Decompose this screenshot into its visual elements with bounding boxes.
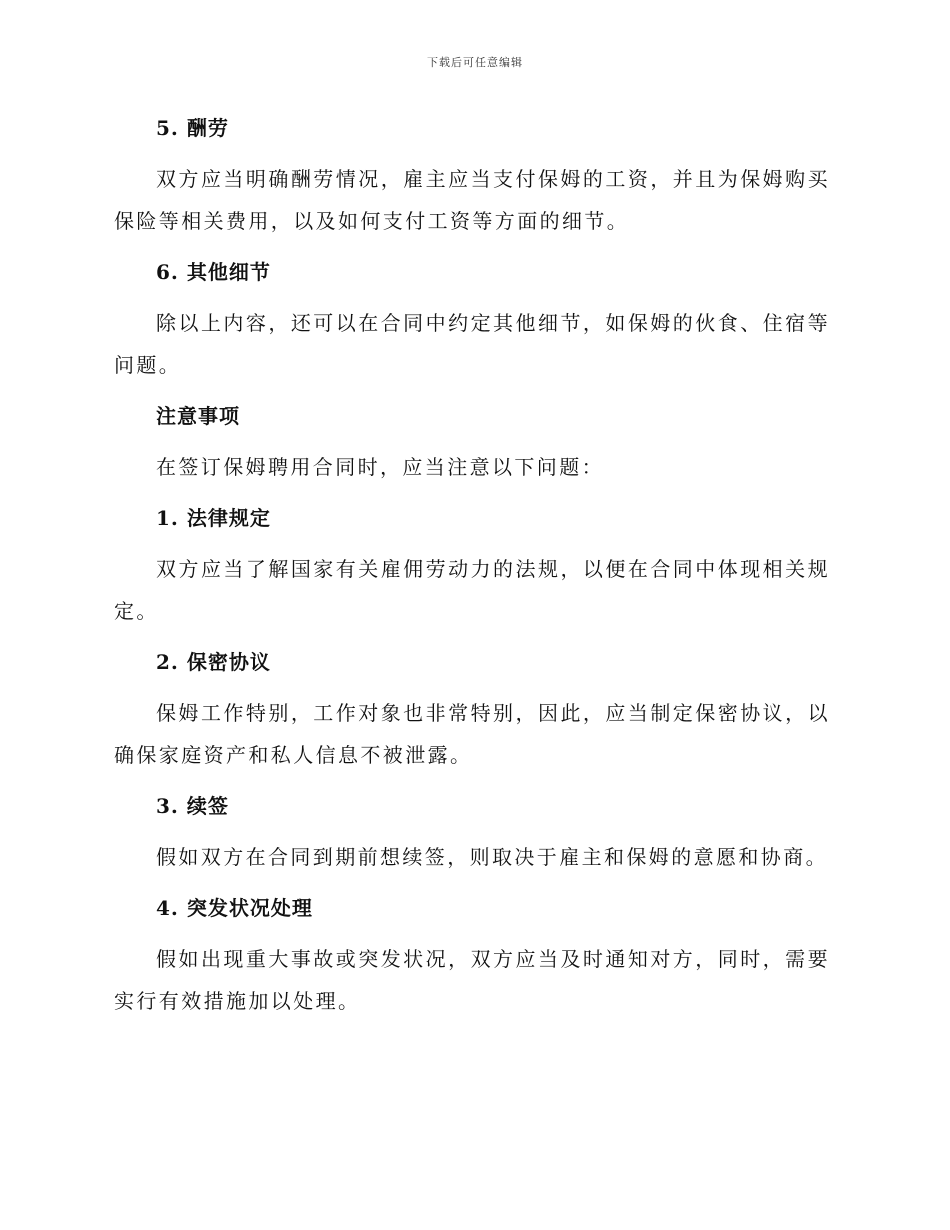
- section-heading-notes: 注意事项: [156, 404, 240, 428]
- section-heading-emergency: 4. 突发状况处理: [156, 896, 313, 920]
- page-header-note: 下载后可任意编辑: [427, 56, 523, 69]
- section-heading-other-details: 6. 其他细节: [156, 260, 271, 284]
- paragraph-other-details: 除以上内容，还可以在合同中约定其他细节，如保姆的伙食、住宿等问题。: [114, 311, 830, 377]
- section-heading-confidentiality: 2. 保密协议: [156, 650, 271, 674]
- paragraph-legal: 双方应当了解国家有关雇佣劳动力的法规，以便在合同中体现相关规定。: [114, 557, 830, 623]
- document-body: [114, 110, 830, 1034]
- paragraph-notes-intro: 在签订保姆聘用合同时，应当注意以下问题：: [156, 455, 604, 479]
- section-heading-remuneration: 5. 酬劳: [156, 116, 229, 140]
- paragraph-renewal: 假如双方在合同到期前想续签，则取决于雇主和保姆的意愿和协商。: [156, 845, 828, 869]
- section-heading-renewal: 3. 续签: [156, 794, 229, 818]
- paragraph-emergency: 假如出现重大事故或突发状况，双方应当及时通知对方，同时，需要实行有效措施加以处理。: [114, 947, 830, 1013]
- paragraph-remuneration: 双方应当明确酬劳情况，雇主应当支付保姆的工资，并且为保姆购买保险等相关费用，以及如何支付工资等方面的细节。: [114, 167, 830, 233]
- paragraph-confidentiality: 保姆工作特别，工作对象也非常特别，因此，应当制定保密协议，以确保家庭资产和私人信息不被泄露。: [114, 701, 830, 767]
- section-heading-legal: 1. 法律规定: [156, 506, 271, 530]
